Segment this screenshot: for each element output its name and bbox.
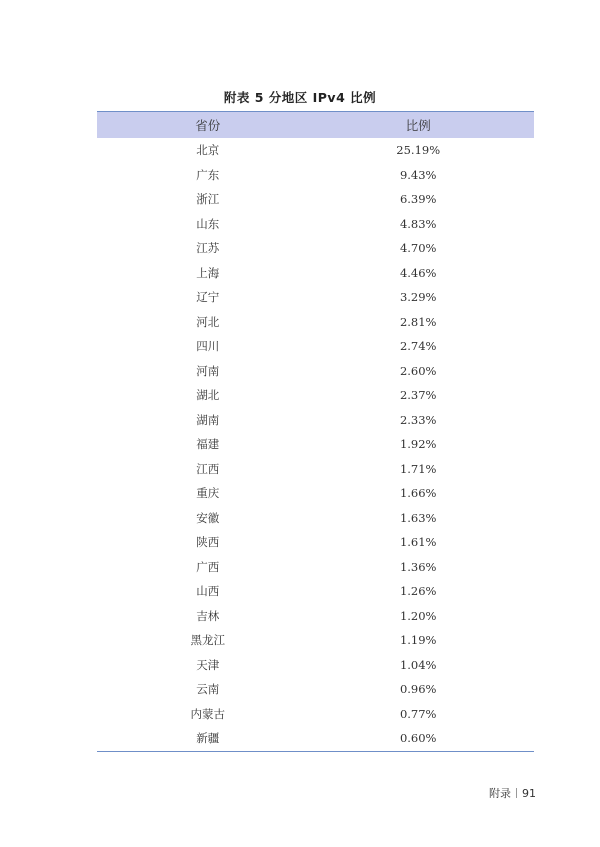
province-cell: 浙江 [196,192,220,207]
table-body [97,138,534,751]
province-cell: 辽宁 [196,290,220,305]
province-cell: 陕西 [196,535,220,550]
province-cell: 内蒙古 [190,706,225,721]
table-row [97,212,534,237]
ratio-cell: 25.19% [396,143,441,158]
table-row [97,506,534,531]
ratio-cell: 2.74% [399,339,437,354]
province-cell: 安徽 [196,510,220,525]
province-cell: 山西 [196,584,220,599]
page-number: 91 [522,787,536,800]
province-cell: 上海 [196,265,220,280]
table-row [97,579,534,604]
province-cell: 河南 [196,363,220,378]
ratio-cell: 2.81% [399,314,437,329]
ratio-cell: 1.61% [399,535,437,550]
province-cell: 北京 [196,143,220,158]
ratio-cell: 1.71% [399,461,437,476]
province-cell: 重庆 [196,486,220,501]
footer-divider [516,788,517,798]
province-cell: 吉林 [196,608,220,623]
province-cell: 黑龙江 [190,633,225,648]
table-row [97,408,534,433]
ratio-cell: 2.60% [399,363,437,378]
table-row [97,628,534,653]
province-cell: 天津 [196,657,220,672]
ratio-cell: 1.63% [399,510,437,525]
province-cell: 山东 [196,216,220,231]
table-row [97,383,534,408]
ratio-cell: 2.33% [399,412,437,427]
table-row [97,187,534,212]
ratio-cell: 0.77% [399,706,437,721]
table-row [97,359,534,384]
table-row [97,726,534,751]
footer-section-label: 附录 [489,787,511,800]
province-cell: 云南 [196,682,220,697]
table-row [97,432,534,457]
table-row [97,653,534,678]
table-row [97,555,534,580]
ratio-cell: 1.04% [399,657,437,672]
ratio-cell: 1.26% [399,584,437,599]
column-header-ratio: 比例 [405,118,431,133]
province-cell: 四川 [196,339,220,354]
province-cell: 广东 [196,167,220,182]
ratio-cell: 4.46% [399,265,437,280]
ipv4-region-table [97,111,534,752]
province-cell: 新疆 [196,731,220,746]
table-row [97,334,534,359]
table-row [97,261,534,286]
ratio-cell: 0.60% [399,731,437,746]
province-cell: 江西 [196,461,220,476]
table-row [97,677,534,702]
table-header-row [97,111,534,138]
table-row [97,457,534,482]
table-row [97,530,534,555]
table-row [97,481,534,506]
province-cell: 广西 [196,559,220,574]
column-header-province: 省份 [195,118,221,133]
province-cell: 福建 [196,437,220,452]
ratio-cell: 3.29% [399,290,437,305]
table-caption: 附表 5 分地区 IPv4 比例 [223,90,377,105]
province-cell: 湖南 [196,412,220,427]
table-row [97,310,534,335]
ratio-cell: 6.39% [399,192,437,207]
province-cell: 江苏 [196,241,220,256]
ratio-cell: 1.66% [399,486,437,501]
ratio-cell: 1.19% [399,633,437,648]
province-cell: 河北 [196,314,220,329]
ratio-cell: 1.36% [399,559,437,574]
page-footer [489,785,536,801]
table-row [97,702,534,727]
ratio-cell: 2.37% [399,388,437,403]
table-row [97,138,534,163]
ratio-cell: 9.43% [399,167,437,182]
province-cell: 湖北 [196,388,220,403]
ratio-cell: 4.70% [399,241,437,256]
ratio-cell: 4.83% [399,216,437,231]
table-row [97,163,534,188]
ratio-cell: 1.92% [399,437,437,452]
table-row [97,285,534,310]
table-row [97,604,534,629]
ratio-cell: 0.96% [399,682,437,697]
ratio-cell: 1.20% [399,608,437,623]
table-row [97,236,534,261]
